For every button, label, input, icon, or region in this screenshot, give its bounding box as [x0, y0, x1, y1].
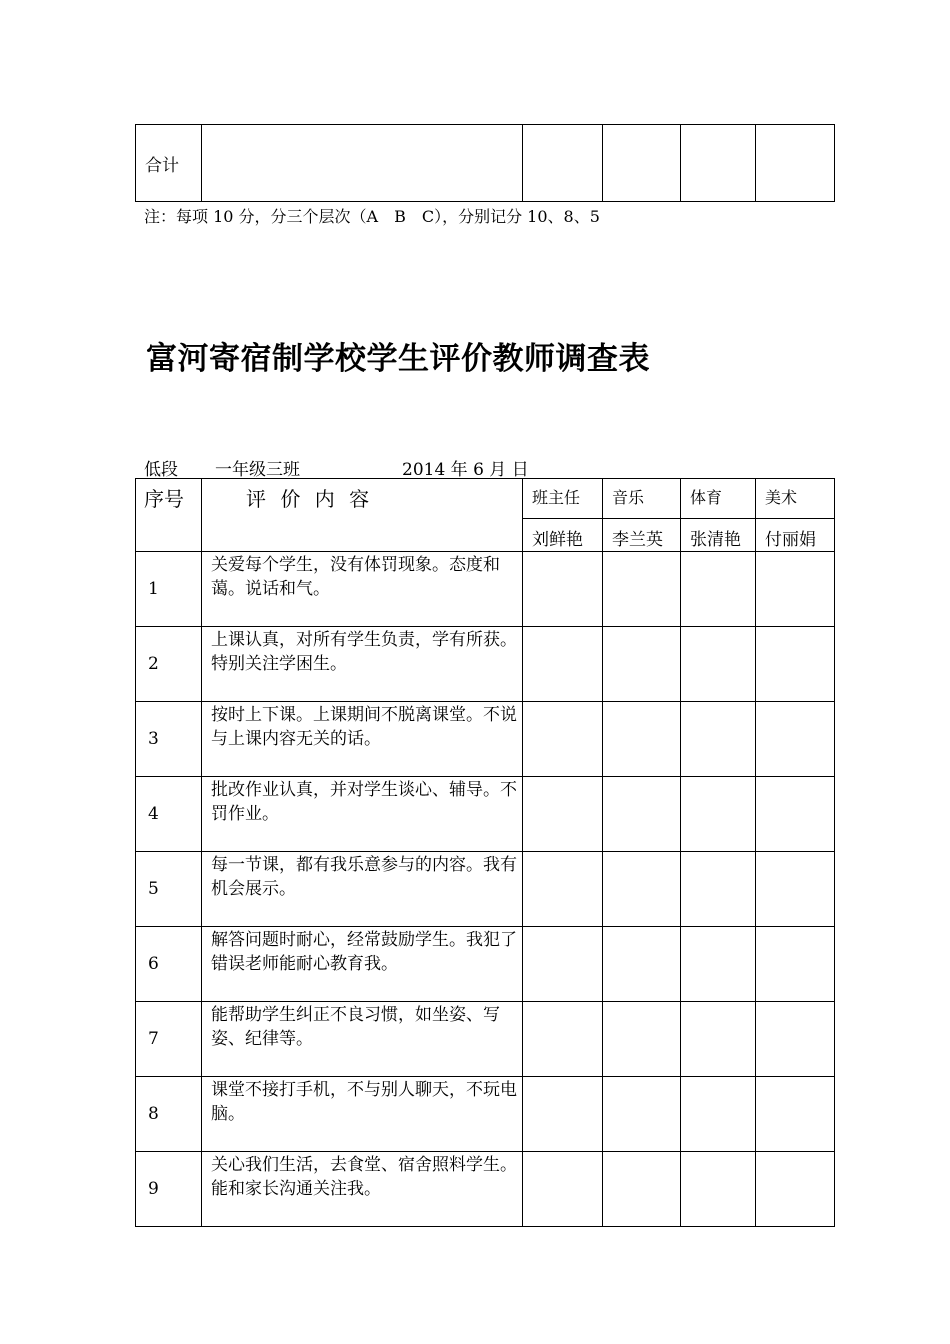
- header-row: [136, 479, 835, 519]
- score-cell: [756, 777, 835, 852]
- scoring-note: 注：每项 10 分，分三个层次（A B C），分别记分 10、8、5: [144, 207, 600, 226]
- score-cell: [756, 1002, 835, 1077]
- score-cell: [756, 1152, 835, 1227]
- score-cell: [523, 1002, 603, 1077]
- score-cell: [523, 702, 603, 777]
- score-cell: [523, 852, 603, 927]
- score-cell: [603, 852, 681, 927]
- score-cell: [681, 627, 756, 702]
- score-cell: [756, 702, 835, 777]
- row-content: 每一节课，都有我乐意参与的内容。我有机会展示。: [202, 852, 523, 927]
- score-cell: [523, 927, 603, 1002]
- row-content: 按时上下课。上课期间不脱离课堂。不说与上课内容无关的话。: [202, 702, 523, 777]
- total-label: 合计: [136, 125, 202, 202]
- score-cell: [523, 552, 603, 627]
- score-cell: [603, 552, 681, 627]
- page-title: 富河寄宿制学校学生评价教师调查表: [146, 341, 650, 377]
- subject-header: 班主任: [523, 479, 603, 519]
- score-cell: [681, 1002, 756, 1077]
- score-cell: [681, 552, 756, 627]
- score-cell: [756, 927, 835, 1002]
- teacher-name: 刘鲜艳: [523, 519, 603, 552]
- row-content: 关心我们生活，去食堂、宿舍照料学生。能和家长沟通关注我。: [202, 1152, 523, 1227]
- score-cell: [603, 927, 681, 1002]
- score-cell: [523, 1152, 603, 1227]
- score-cell: [756, 1077, 835, 1152]
- row-number: 6: [136, 927, 202, 1002]
- teacher-name: 张清艳: [681, 519, 756, 552]
- score-cell: [681, 777, 756, 852]
- subject-header: 体育: [681, 479, 756, 519]
- row-content: 课堂不接打手机，不与别人聊天，不玩电脑。: [202, 1077, 523, 1152]
- row-content: 关爱每个学生，没有体罚现象。态度和蔼。说话和气。: [202, 552, 523, 627]
- row-content: 解答问题时耐心，经常鼓励学生。我犯了错误老师能耐心教育我。: [202, 927, 523, 1002]
- teacher-name: 李兰英: [603, 519, 681, 552]
- table-row: [136, 627, 835, 702]
- row-content: 上课认真，对所有学生负责，学有所获。特别关注学困生。: [202, 627, 523, 702]
- table-row: [136, 1002, 835, 1077]
- row-number: 7: [136, 1002, 202, 1077]
- table-row: [136, 702, 835, 777]
- score-cell: [603, 1002, 681, 1077]
- total-cell: [681, 125, 756, 202]
- score-cell: [523, 627, 603, 702]
- score-cell: [756, 852, 835, 927]
- table-row: [136, 1152, 835, 1227]
- row-number: 8: [136, 1077, 202, 1152]
- row-number: 9: [136, 1152, 202, 1227]
- score-cell: [603, 777, 681, 852]
- score-cell: [681, 1152, 756, 1227]
- row-content: 批改作业认真，并对学生谈心、辅导。不罚作业。: [202, 777, 523, 852]
- totals-table: [135, 124, 835, 202]
- score-cell: [681, 852, 756, 927]
- header-number: 序号: [136, 479, 202, 552]
- subject-header: 音乐: [603, 479, 681, 519]
- table-row: [136, 552, 835, 627]
- score-cell: [603, 1077, 681, 1152]
- total-cell: [202, 125, 523, 202]
- row-number: 2: [136, 627, 202, 702]
- teacher-name: 付丽娟: [756, 519, 835, 552]
- score-cell: [681, 702, 756, 777]
- row-number: 5: [136, 852, 202, 927]
- table-row: [136, 852, 835, 927]
- score-cell: [681, 927, 756, 1002]
- score-cell: [681, 1077, 756, 1152]
- score-cell: [756, 627, 835, 702]
- table-row: [136, 777, 835, 852]
- score-cell: [603, 702, 681, 777]
- score-cell: [756, 552, 835, 627]
- score-cell: [603, 1152, 681, 1227]
- section-label: 低段: [144, 460, 178, 480]
- row-content: 能帮助学生纠正不良习惯，如坐姿、写姿、纪律等。: [202, 1002, 523, 1077]
- row-number: 1: [136, 552, 202, 627]
- total-cell: [603, 125, 681, 202]
- subject-header: 美术: [756, 479, 835, 519]
- score-cell: [523, 777, 603, 852]
- evaluation-table: [135, 478, 835, 1227]
- table-row: [136, 927, 835, 1002]
- total-cell: [523, 125, 603, 202]
- row-number: 4: [136, 777, 202, 852]
- header-content: 评 价 内 容: [202, 479, 523, 552]
- score-cell: [523, 1077, 603, 1152]
- date-label: 2014 年 6 月 日: [402, 460, 529, 480]
- class-label: 一年级三班: [215, 460, 300, 480]
- total-cell: [756, 125, 835, 202]
- row-number: 3: [136, 702, 202, 777]
- table-row: [136, 1077, 835, 1152]
- totals-row: [136, 125, 835, 202]
- score-cell: [603, 627, 681, 702]
